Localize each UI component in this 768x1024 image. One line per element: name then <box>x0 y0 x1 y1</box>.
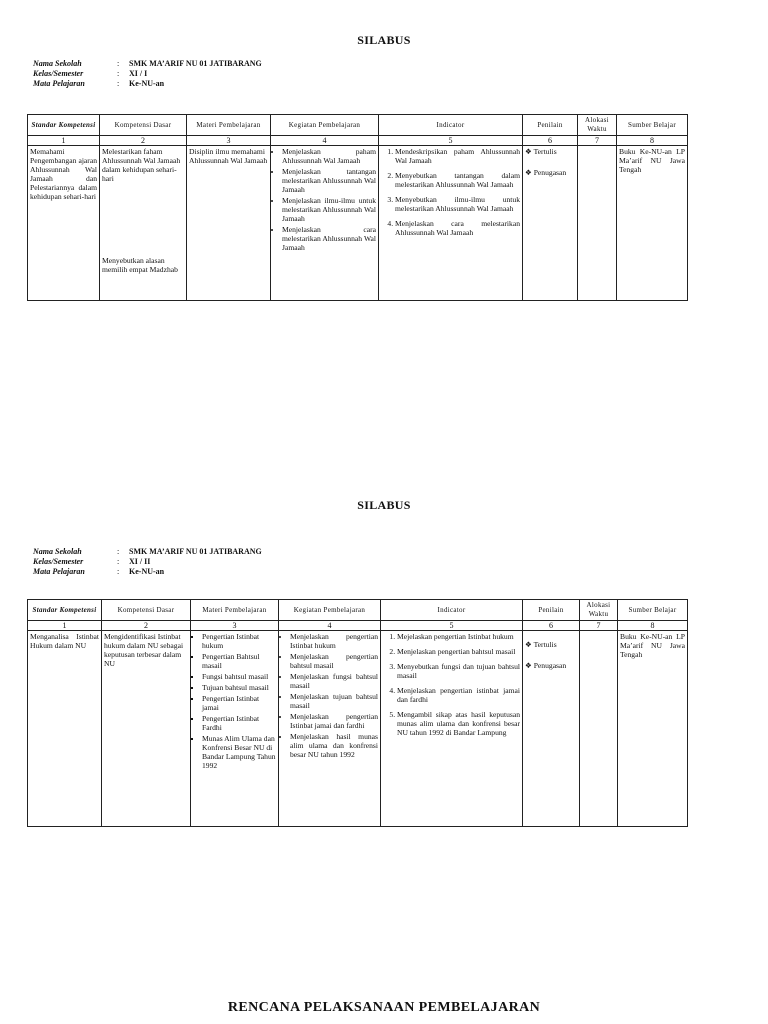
meta-label: Nama Sekolah <box>33 59 82 68</box>
list-item: • Menjelaskan cara melestarikan Ahlussunnah Wal Jamaah <box>282 225 376 252</box>
meta-value: Ke-NU-an <box>129 567 165 576</box>
cell-alokasi-waktu <box>578 146 617 301</box>
cell-kegiatan-pembelajaran <box>279 631 381 827</box>
column-number: 3 <box>187 136 271 146</box>
column-number: 2 <box>100 136 187 146</box>
page-title: SILABUS <box>357 33 411 47</box>
header-penilaian: Penilain <box>523 600 580 621</box>
cell-kompetensi-dasar <box>100 146 187 301</box>
list-item: 2. Menjelaskan pengertian bahtsul masail <box>397 647 520 656</box>
list-item: • Menjelaskan pengertian Istinbat jamai dan fardhi <box>290 712 378 730</box>
cell-materi-pembelajaran <box>191 631 279 827</box>
list-item: • Menjelaskan ilmu-ilmu untuk melestarikan Ahlussunnah Wal Jamaah <box>282 196 376 223</box>
header-standar-kompetensi: Standar Kompetensi <box>28 115 100 136</box>
cell-indicator <box>379 146 523 301</box>
list-item: • Menjelaskan tantangan melestarikan Ahlussunnah Wal Jamaah <box>282 167 376 194</box>
list-item: 4. Menjelaskan cara melestarikan Ahlussunnah Wal Jamaah <box>395 219 520 237</box>
list-item: ▪ Pengertian Istinbat jamai <box>202 694 276 712</box>
list-item: 3. Menyebutkan ilmu-ilmu untuk melestarikan Ahlussunnah Wal Jamaah <box>395 195 520 213</box>
list-item: ▪ Munas Alim Ulama dan Konfrensi Besar NU di Bandar Lampung Tahun 1992 <box>202 734 276 770</box>
cell-sumber-belajar: Buku Ke-NU-an LP Ma’arif NU Jawa Tengah <box>617 146 688 301</box>
kd-item: Melestarikan faham Ahlussunnah Wal Jamaah dalam kehidupan sehari-hari <box>102 147 181 183</box>
meta-label: Mata Pelajaran <box>33 79 85 88</box>
list-item: • Menjelaskan hasil munas alim ulama dan konfrensi besar NU tahun 1992 <box>290 732 378 759</box>
column-number: 1 <box>28 621 102 631</box>
meta-value: Ke-NU-an <box>129 79 165 88</box>
list-item: ▪ Pengertian Istinbat hukum <box>202 632 276 650</box>
cell-sumber-belajar: Buku Ke-NU-an LP Ma’arif NU Jawa Tengah <box>618 631 688 827</box>
next-section-title: RENCANA PELAKSANAAN PEMBELAJARAN <box>227 1000 541 1015</box>
list-item: 1. Mejelaskan pengertian Istinbat hukum <box>397 632 520 641</box>
header-penilaian: Penilain <box>523 115 578 136</box>
column-number: 6 <box>523 136 578 146</box>
meta-value: SMK MA’ARIF NU 01 JATIBARANG <box>129 59 262 68</box>
header-materi-pembelajaran: Materi Pembelajaran <box>187 115 271 136</box>
list-item: ▪ Pengertian Istinbat Fardhi <box>202 714 276 732</box>
column-number: 3 <box>191 621 279 631</box>
cell-standar-kompetensi: Menganalisa Istinbat Hukum dalam NU <box>28 631 102 827</box>
meta-label: Mata Pelajaran <box>33 567 85 576</box>
header-standar-kompetensi: Standar Kompetensi <box>28 600 102 621</box>
column-number: 1 <box>28 136 100 146</box>
list-item: 1. Mendeskripsikan paham Ahlussunnah Wal Jamaah <box>395 147 520 165</box>
cell-kegiatan-pembelajaran <box>271 146 379 301</box>
school-info: Nama Sekolah : SMK MA’ARIF NU 01 JATIBARANG Kelas/Semester : XI / I Mata Pelajaran : Ke-NU-an <box>33 59 262 88</box>
header-indicator: Indicator <box>379 115 523 136</box>
header-kompetensi-dasar: Kompetensi Dasar <box>100 115 187 136</box>
cell-alokasi-waktu <box>580 631 618 827</box>
header-materi-pembelajaran: Materi Pembelajaran <box>191 600 279 621</box>
school-info: Nama Sekolah : SMK MA’ARIF NU 01 JATIBARANG Kelas/Semester : XI / II Mata Pelajaran : Ke-NU-an <box>33 547 262 576</box>
column-number: 4 <box>279 621 381 631</box>
cell-penilaian <box>523 631 580 827</box>
column-number: 4 <box>271 136 379 146</box>
header-sumber-belajar: Sumber Belajar <box>618 600 688 621</box>
list-item: ▪ Pengertian Bahtsul masail <box>202 652 276 670</box>
syllabus-table <box>27 114 688 301</box>
list-item: • Menjelaskan pengertian Istinbat hukum <box>290 632 378 650</box>
list-item: 3. Menyebutkan fungsi dan tujuan bahtsul masail <box>397 662 520 680</box>
assessment-item: ❖ Tertulis <box>525 147 557 156</box>
meta-label: Kelas/Semester <box>33 557 84 566</box>
header-kompetensi-dasar: Kompetensi Dasar <box>102 600 191 621</box>
cell-kompetensi-dasar: Mengidentifikasi Istinbat hukum dalam NU sebagai keputusan terbesar dalam NU <box>102 631 191 827</box>
kd-item: Menyebutkan alasan memilih empat Madzhab <box>102 256 178 274</box>
list-item: 5. Mengambil sikap atas hasil keputusan munas alim ulama dan konfrensi besar NU tahun 1992 di Bandar Lampung <box>397 710 520 737</box>
cell-penilaian <box>523 146 578 301</box>
list-item: 4. Menjelaskan pengertian istinbat jamai dan fardhi <box>397 686 520 704</box>
cell-materi-pembelajaran: Disiplin ilmu memahami Ahlussunnah Wal Jamaah <box>187 146 271 301</box>
column-number: 5 <box>379 136 523 146</box>
list-item: • Menjelaskan tujuan bahtsul masail <box>290 692 378 710</box>
meta-value: XI / I <box>129 69 148 78</box>
column-number: 5 <box>381 621 523 631</box>
page-title: SILABUS <box>357 498 411 512</box>
table-row <box>28 146 688 301</box>
header-alokasi-waktu: Alokasi Waktu <box>578 115 617 136</box>
column-number: 2 <box>102 621 191 631</box>
column-number: 8 <box>618 621 688 631</box>
assessment-item: ❖ Tertulis <box>525 640 557 649</box>
header-kegiatan-pembelajaran: Kegiatan Pembelajaran <box>279 600 381 621</box>
column-number: 7 <box>578 136 617 146</box>
meta-label: Kelas/Semester <box>33 69 84 78</box>
syllabus-table <box>27 599 688 827</box>
column-number: 7 <box>580 621 618 631</box>
cell-standar-kompetensi: Memahami Pengembangan ajaran Ahlussunnah Wal Jamaah dan Pelestariannya dalam kehidupan sehari-hari <box>28 146 100 301</box>
list-item: • Menjelaskan fungsi bahtsul masail <box>290 672 378 690</box>
list-item: ▪ Fungsi bahtsul masail <box>202 672 276 681</box>
list-item: • Menjelaskan paham Ahlussunnah Wal Jamaah <box>282 147 376 165</box>
column-number: 6 <box>523 621 580 631</box>
list-item: ▪ Tujuan bahtsul masail <box>202 683 276 692</box>
assessment-item: ❖ Penugasan <box>525 168 567 177</box>
cell-indicator <box>381 631 523 827</box>
meta-value: XI / II <box>129 557 151 566</box>
assessment-item: ❖ Penugasan <box>525 661 567 670</box>
meta-value: SMK MA’ARIF NU 01 JATIBARANG <box>129 547 262 556</box>
header-indicator: Indicator <box>381 600 523 621</box>
meta-label: Nama Sekolah <box>33 547 82 556</box>
table-row <box>28 631 688 827</box>
list-item: • Menjelaskan pengertian bahtsul masail <box>290 652 378 670</box>
list-item: 2. Menyebutkan tantangan dalam melestarikan Ahlussunnah Wal Jamaah <box>395 171 520 189</box>
header-sumber-belajar: Sumber Belajar <box>617 115 688 136</box>
column-number: 8 <box>617 136 688 146</box>
header-alokasi-waktu: Alokasi Waktu <box>580 600 618 621</box>
header-kegiatan-pembelajaran: Kegiatan Pembelajaran <box>271 115 379 136</box>
